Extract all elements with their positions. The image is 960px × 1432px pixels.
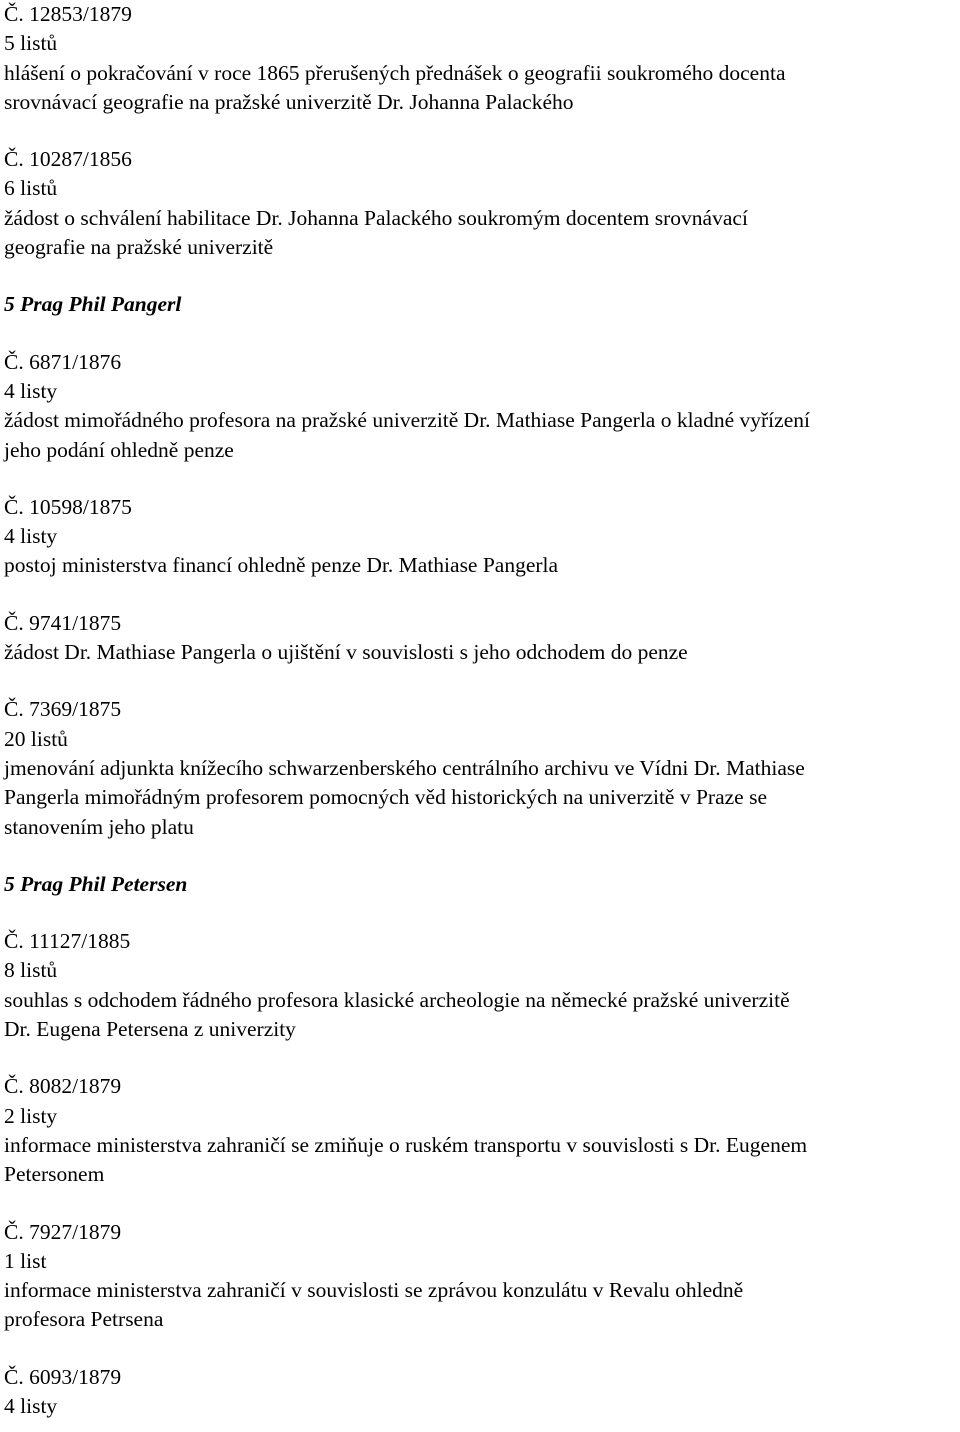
record-description-line: žádost mimořádného profesora na pražské univerzitě Dr. Mathiase Pangerla o kladné vyřízení bbox=[4, 408, 810, 433]
document-page bbox=[4, 0, 956, 1421]
sheet-count: 20 listů bbox=[4, 726, 68, 751]
record-description-line: Dr. Eugena Petersena z univerzity bbox=[4, 1017, 296, 1042]
record-description-line: informace ministerstva zahraničí se zmiňuje o ruském transportu v souvislosti s Dr. Eugenem bbox=[4, 1132, 808, 1157]
record-description-line: Petersonem bbox=[4, 1162, 105, 1187]
record-entry bbox=[4, 0, 956, 117]
sheet-count: 8 listů bbox=[4, 958, 58, 983]
sheet-count: 5 listů bbox=[4, 31, 58, 56]
record-entry bbox=[4, 1363, 956, 1422]
record-number: Č. 11127/1885 bbox=[4, 929, 131, 954]
record-description-line: profesora Petrsena bbox=[4, 1307, 164, 1332]
record-description-line: žádost o schválení habilitace Dr. Johanna Palackého soukromým docentem srovnávací bbox=[4, 205, 748, 230]
record-description-line: geografie na pražské univerzitě bbox=[4, 235, 274, 260]
record-number: Č. 6871/1876 bbox=[4, 349, 122, 374]
record-number: Č. 7369/1875 bbox=[4, 697, 122, 722]
sheet-count: 6 listů bbox=[4, 176, 58, 201]
record-entry bbox=[4, 609, 956, 668]
record-description-line: jeho podání ohledně penze bbox=[4, 437, 234, 462]
record-entry bbox=[4, 1218, 956, 1335]
record-entry bbox=[4, 927, 956, 1044]
record-description-line: informace ministerstva zahraničí v souvislosti se zprávou konzulátu v Revalu ohledně bbox=[4, 1278, 744, 1303]
sheet-count: 4 listy bbox=[4, 524, 58, 549]
record-entry bbox=[4, 695, 956, 841]
record-description-line: srovnávací geografie na pražské univerzitě Dr. Johanna Palackého bbox=[4, 89, 574, 114]
record-description-line: stanovením jeho platu bbox=[4, 814, 194, 839]
record-description-line: hlášení o pokračování v roce 1865 přerušených přednášek o geografii soukromého docenta bbox=[4, 60, 786, 85]
sheet-count: 4 listy bbox=[4, 378, 58, 403]
sheet-count: 2 listy bbox=[4, 1103, 58, 1128]
record-number: Č. 6093/1879 bbox=[4, 1364, 122, 1389]
section-heading: 5 Prag Phil Petersen bbox=[4, 871, 188, 896]
record-entry bbox=[4, 348, 956, 465]
sheet-count: 4 listy bbox=[4, 1393, 58, 1418]
record-description-line: žádost Dr. Mathiase Pangerla o ujištění v souvislosti s jeho odchodem do penze bbox=[4, 640, 688, 665]
record-number: Č. 10287/1856 bbox=[4, 147, 132, 172]
record-number: Č. 12853/1879 bbox=[4, 2, 132, 26]
record-entry bbox=[4, 145, 956, 262]
record-number: Č. 8082/1879 bbox=[4, 1074, 122, 1099]
record-number: Č. 9741/1875 bbox=[4, 610, 122, 635]
sheet-count: 1 list bbox=[4, 1248, 47, 1273]
record-description-line: Pangerla mimořádným profesorem pomocných věd historických na univerzitě v Praze se bbox=[4, 785, 768, 810]
section-heading: 5 Prag Phil Pangerl bbox=[4, 292, 182, 317]
record-description-line: postoj ministerstva financí ohledně penze Dr. Mathiase Pangerla bbox=[4, 553, 559, 578]
record-entry bbox=[4, 1072, 956, 1189]
record-number: Č. 10598/1875 bbox=[4, 494, 132, 519]
record-description-line: jmenování adjunkta knížecího schwarzenberského centrálního archivu ve Vídni Dr. Mathiase bbox=[4, 755, 805, 780]
record-description-line: souhlas s odchodem řádného profesora klasické archeologie na německé pražské univerzitě bbox=[4, 987, 790, 1012]
record-entry bbox=[4, 493, 956, 581]
record-number: Č. 7927/1879 bbox=[4, 1219, 122, 1244]
